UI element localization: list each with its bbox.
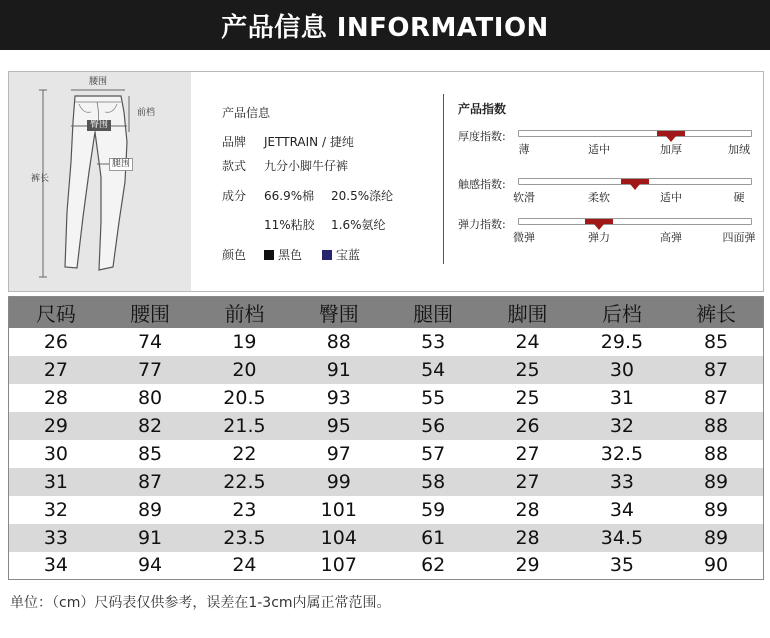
table-cell: 93 xyxy=(326,386,351,409)
table-cell: 31 xyxy=(609,386,635,409)
table-cell: 28 xyxy=(43,386,69,409)
table-cell: 28 xyxy=(515,498,540,521)
table-cell: 25 xyxy=(480,356,574,384)
index-level-label: 四面弹 xyxy=(722,231,756,244)
table-cell: 20.5 xyxy=(223,386,266,409)
size-table-header xyxy=(9,297,764,328)
index-track xyxy=(518,218,752,225)
table-cell: 30 xyxy=(43,442,69,465)
table-cell: 101 xyxy=(320,498,357,521)
table-cell: 97 xyxy=(326,442,351,465)
table-cell: 32 xyxy=(43,498,69,521)
table-cell: 27 xyxy=(480,468,574,496)
table-cell: 23.5 xyxy=(197,524,291,552)
color-label: 颜色 xyxy=(222,248,247,262)
index-level-label: 薄 xyxy=(518,143,530,156)
table-cell: 89 xyxy=(703,498,729,521)
column-header: 后档 xyxy=(575,297,669,328)
table-cell: 35 xyxy=(609,554,635,577)
table-cell: 85 xyxy=(703,330,729,353)
material-label: 成分 xyxy=(222,189,247,203)
table-cell: 89 xyxy=(669,468,763,496)
table-row xyxy=(9,356,764,384)
style-label: 款式 xyxy=(222,159,247,173)
brand-label: 品牌 xyxy=(222,135,247,149)
table-cell: 89 xyxy=(669,524,763,552)
table-cell: 99 xyxy=(292,468,386,496)
material-viscose: 11%粘胶 xyxy=(264,218,315,232)
table-cell: 53 xyxy=(421,330,446,353)
material-spandex: 1.6%氨纶 xyxy=(331,218,386,232)
table-cell: 21.5 xyxy=(197,412,291,440)
color-name: 宝蓝 xyxy=(336,248,361,262)
color-option xyxy=(264,248,302,262)
material-polyester: 20.5%涤纶 xyxy=(331,189,394,203)
table-cell: 61 xyxy=(386,524,480,552)
table-row xyxy=(9,496,764,524)
table-row xyxy=(9,412,764,440)
table-cell: 88 xyxy=(703,442,729,465)
table-cell: 23 xyxy=(232,498,257,521)
table-cell: 27 xyxy=(515,442,540,465)
size-table-body xyxy=(9,328,764,580)
table-cell: 33 xyxy=(575,468,669,496)
table-cell: 29 xyxy=(9,412,103,440)
table-cell: 107 xyxy=(320,554,357,577)
table-cell: 25 xyxy=(515,386,540,409)
table-cell: 87 xyxy=(703,386,729,409)
table-cell: 24 xyxy=(515,330,540,353)
index-marker-pointer xyxy=(630,184,640,190)
index-level-label: 适中 xyxy=(660,191,682,204)
index-name: 触感指数: xyxy=(458,178,506,191)
index-level-label: 柔软 xyxy=(588,191,610,204)
product-info-heading: 产品信息 xyxy=(222,106,271,120)
color-name: 黑色 xyxy=(278,248,303,262)
table-cell: 94 xyxy=(137,554,163,577)
table-cell: 82 xyxy=(103,412,197,440)
size-footnote: 单位：（cm）尺码表仅供参考，误差在1-3cm内属正常范围。 xyxy=(10,595,391,611)
product-info-panel xyxy=(8,71,764,292)
table-row xyxy=(9,440,764,468)
table-cell: 34 xyxy=(43,554,69,577)
table-cell: 87 xyxy=(103,468,197,496)
column-header: 腿围 xyxy=(386,297,480,328)
table-cell: 62 xyxy=(421,554,446,577)
color-option xyxy=(322,248,360,262)
table-cell: 24 xyxy=(232,554,257,577)
column-header: 尺码 xyxy=(9,297,103,328)
column-header: 脚围 xyxy=(480,297,574,328)
table-cell: 57 xyxy=(421,442,446,465)
table-cell: 33 xyxy=(9,524,103,552)
table-cell: 88 xyxy=(669,412,763,440)
table-cell: 28 xyxy=(480,524,574,552)
table-cell: 54 xyxy=(386,356,480,384)
table-cell: 88 xyxy=(326,330,351,353)
table-cell: 91 xyxy=(103,524,197,552)
diagram-label-hip: 臀围 xyxy=(87,120,111,131)
table-cell: 34.5 xyxy=(575,524,669,552)
banner-title: 产品信息 INFORMATION xyxy=(221,12,549,43)
page-banner xyxy=(0,0,770,50)
index-level-label: 高弹 xyxy=(660,231,682,244)
color-swatch-black xyxy=(264,250,274,260)
table-cell: 89 xyxy=(137,498,163,521)
section-divider xyxy=(443,94,444,264)
table-cell: 85 xyxy=(137,442,163,465)
index-level-label: 软滑 xyxy=(513,191,535,204)
table-row xyxy=(9,384,764,412)
table-cell: 34 xyxy=(609,498,635,521)
index-name: 厚度指数: xyxy=(458,130,506,143)
jeans-diagram xyxy=(9,72,191,291)
size-table xyxy=(8,296,764,580)
table-cell: 31 xyxy=(9,468,103,496)
index-level-label: 加厚 xyxy=(660,143,682,156)
style-value: 九分小脚牛仔裤 xyxy=(264,159,349,173)
table-cell: 91 xyxy=(292,356,386,384)
color-swatch-royal-blue xyxy=(322,250,332,260)
diagram-label-length: 裤长 xyxy=(31,174,50,184)
table-cell: 22 xyxy=(232,442,257,465)
diagram-label-front-rise: 前档 xyxy=(137,108,156,118)
table-cell: 58 xyxy=(386,468,480,496)
table-cell: 74 xyxy=(137,330,163,353)
table-cell: 29 xyxy=(515,554,540,577)
table-cell: 77 xyxy=(103,356,197,384)
table-cell: 59 xyxy=(421,498,446,521)
index-level-label: 微弹 xyxy=(513,231,535,244)
table-cell: 56 xyxy=(386,412,480,440)
table-cell: 22.5 xyxy=(197,468,291,496)
column-header: 裤长 xyxy=(669,297,763,328)
table-row xyxy=(9,552,764,580)
diagram-label-waist: 腰围 xyxy=(89,77,108,87)
column-header: 前档 xyxy=(197,297,291,328)
table-cell: 55 xyxy=(421,386,446,409)
table-cell: 30 xyxy=(575,356,669,384)
table-cell: 32 xyxy=(575,412,669,440)
table-cell: 19 xyxy=(232,330,257,353)
index-level-label: 适中 xyxy=(588,143,610,156)
table-row xyxy=(9,468,764,496)
index-level-label: 弹力 xyxy=(588,231,610,244)
table-row xyxy=(9,524,764,552)
table-cell: 27 xyxy=(9,356,103,384)
table-cell: 95 xyxy=(292,412,386,440)
brand-value: JETTRAIN / 捷纯 xyxy=(264,135,354,149)
table-cell: 90 xyxy=(703,554,729,577)
table-cell: 32.5 xyxy=(600,442,644,465)
index-level-label: 硬 xyxy=(733,191,745,204)
table-cell: 26 xyxy=(43,330,69,353)
table-cell: 87 xyxy=(669,356,763,384)
material-cotton: 66.9%棉 xyxy=(264,189,315,203)
table-cell: 29.5 xyxy=(600,330,644,353)
column-header: 腰围 xyxy=(103,297,197,328)
index-level-label: 加绒 xyxy=(728,143,750,156)
table-cell: 20 xyxy=(197,356,291,384)
table-cell: 80 xyxy=(137,386,163,409)
diagram-label-thigh: 腿围 xyxy=(109,158,133,171)
table-row xyxy=(9,328,764,356)
table-cell: 26 xyxy=(480,412,574,440)
column-header: 臀围 xyxy=(292,297,386,328)
index-track xyxy=(518,130,752,137)
index-name: 弹力指数: xyxy=(458,218,506,231)
table-cell: 104 xyxy=(292,524,386,552)
indices-title: 产品指数 xyxy=(458,102,507,116)
